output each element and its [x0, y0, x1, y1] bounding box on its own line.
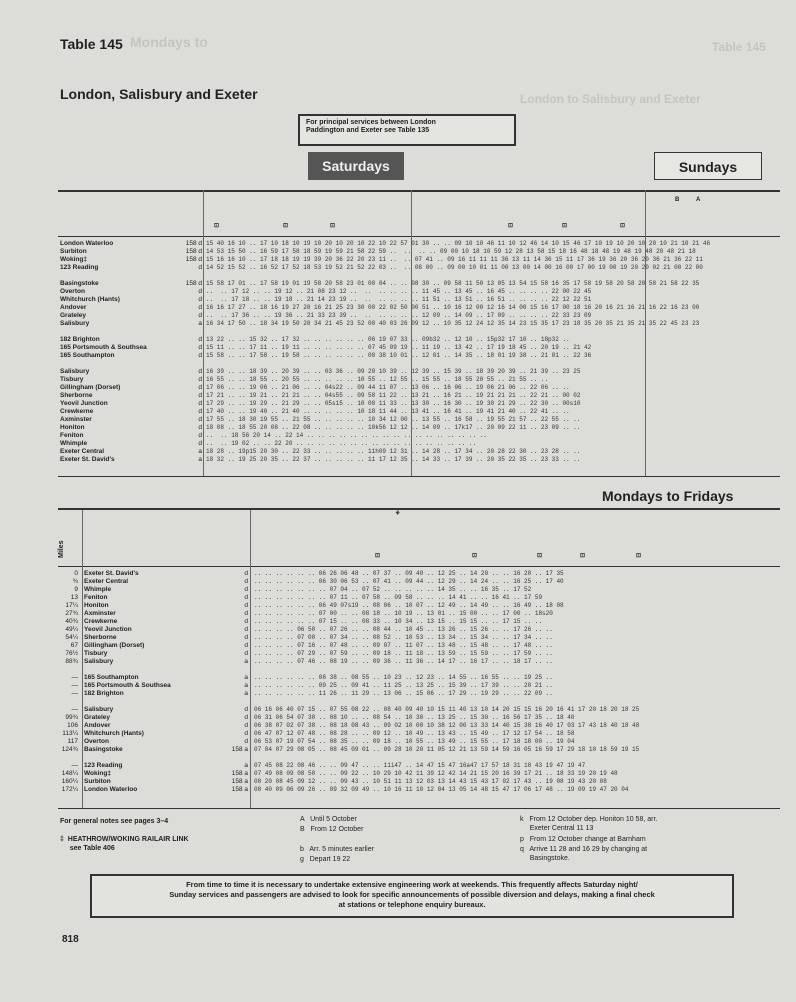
saturdays-heading: Saturdays	[308, 152, 404, 180]
ghost-route: London to Salisbury and Exeter	[520, 92, 701, 106]
footnote-p: p From 12 October change at Barnham	[520, 836, 646, 843]
footnote-b-capital: B From 12 October	[300, 826, 364, 833]
railair-icon: ⚘	[395, 511, 401, 517]
ghost-heading: Mondays to	[130, 34, 208, 50]
restaurant-icon: ⊡	[330, 223, 336, 229]
restaurant-icon: ⊡	[214, 223, 220, 229]
principal-services-note: For principal services between London Paddington and Exeter see Table 135	[298, 114, 516, 146]
restaurant-icon: ⊡	[580, 553, 586, 559]
restaurant-icon: ⊡	[562, 223, 568, 229]
weekday-header-rule	[58, 566, 780, 567]
restaurant-icon: ⊡	[375, 553, 381, 559]
restaurant-icon: ⊡	[472, 553, 478, 559]
saturday-table-refs: 158 d 158 d 158 d d 158 d d d d d a d d d d d d d d d d d d d a a	[185, 240, 202, 463]
route-title: London, Salisbury and Exeter	[60, 86, 258, 102]
general-notes: For general notes see pages 3–4	[60, 818, 169, 825]
footnote-q: q Arrive 11 28 and 16 29 by changing at Basingstoke.	[520, 846, 648, 862]
footnote-g: g Depart 19 22	[300, 856, 351, 863]
mondays-to-fridays-heading: Mondays to Fridays	[602, 488, 734, 504]
restaurant-icon: ⊡	[283, 223, 289, 229]
restaurant-icon: ⊡	[508, 223, 514, 229]
weekday-table-refs: d d d d d d d d d d d a a a a d d d d d 158 a a 158 a 158 a 158 a	[231, 570, 248, 793]
weekday-station-divider	[250, 510, 251, 808]
sundays-heading: Sundays	[654, 152, 762, 180]
railair-link-note: ‡ HEATHROW/WOKING RAILAIR LINK see Table 406	[60, 836, 189, 852]
restaurant-icon: ⊡	[620, 223, 626, 229]
weekday-top-rule	[58, 508, 780, 510]
saturday-header-rule	[58, 236, 780, 237]
footnote-k: k From 12 October dep. Honiton 10 58, arr. Exeter Central 11 13	[520, 816, 658, 832]
saturday-station-list: London Waterloo Surbiton Woking‡ 123 Reading Basingstoke Overton Whitchurch (Hants) Andover Grateley Salisbury 182 Brighton 165 Portsmouth & Southsea 165 Southampton Salisbury Tisbury Gillingham (Dorset) Sherborne Yeovil Junction Crewkerne Axminster Honiton Feniton Whimple Exeter Central Exeter St. David's	[60, 240, 147, 463]
miles-divider	[82, 510, 83, 808]
miles-header: Miles	[58, 540, 65, 558]
page-number: 818	[62, 934, 79, 945]
saturday-bottom-rule	[58, 476, 780, 477]
restaurant-icon: ⊡	[636, 553, 642, 559]
weekday-miles: 0 ¾ 9 13 17¼ 27¾ 40¾ 49¼ 54¼ 67 76½ 88¾ — — — — 99¾ 106 113¼ 117 124¾ — 148¼ 160¼ 172¼	[61, 570, 78, 793]
table-number: Table 145	[60, 36, 123, 52]
weekday-station-list: Exeter St. David's Exeter Central Whimple Feniton Honiton Axminster Crewkerne Yeovil Junction Sherborne Gillingham (Dorset) Tisbury Salisbury 165 Southampton 165 Portsmouth & Southsea 182 Brighton Salisbury Grateley Andover Whitchurch (Hants) Overton Basingstoke 123 Reading Woking‡ Surbiton London Waterloo	[84, 570, 171, 793]
saturday-station-divider	[203, 190, 204, 476]
column-mark-a: A	[696, 197, 701, 203]
restaurant-icon: ⊡	[537, 553, 543, 559]
saturday-top-rule	[58, 190, 780, 192]
column-mark-b: B	[675, 197, 680, 203]
weekday-times: .. .. .. .. .. .. 06 26 06 48 .. 07 37 .. 09 40 .. 12 25 .. 14 20 .. .. 16 20 .. 17 35 .. .. .. .. .. .. 06 30 06 53 .. 07 41 .. 09 44 .. 12 29 .. 14 24 .. .. 16 25 .. 17 40 .. .. .. .. .. .. .. 07 04 .. 07 52 .. .. .. .. .. 14 35 .. .. 16 35 .. 17 52 .. .. .. .. .. .. .. 07 11 .. 07 58 .. 09 58 .. .. .. 14 41 .. .. 16 41 .. 17 59 .. .. .. .. .. .. 06 49 07s19 .. 08 06 .. 10 07 .. 12 49 .. 14 49 .. .. 16 49 .. 18 08 .. .. .. .. .. .. 07 00 .. .. 08 18 .. 10 19 .. 13 01 .. 15 00 .. .. 17 00 .. 18s20 .. .. .. .. .. .. 07 15 .. .. 08 33 .. 10 34 .. 13 15 .. 15 15 .. .. 17 15 .. .. .. .. .. .. 06 50 .. 07 26 .. .. 08 44 .. 10 45 .. 13 26 .. 15 26 .. .. 17 26 .. .. .. .. .. .. 07 00 .. 07 34 .. .. 08 52 .. 10 53 .. 13 34 .. 15 34 .. .. 17 34 .. .. .. .. .. .. 07 16 .. 07 48 .. .. 09 07 .. 11 07 .. 13 48 .. 15 48 .. .. 17 48 .. .. .. .. .. .. 07 29 .. 07 59 .. .. 09 18 .. 11 18 .. 13 59 .. 15 59 .. .. 17 59 .. .. .. .. .. .. 07 46 .. 08 19 .. .. 09 36 .. 11 36 .. 14 17 .. 16 17 .. .. 18 17 .. .. .. .. .. .. .. .. 08 38 .. 08 55 .. 10 23 .. 12 23 .. 14 55 .. 16 55 .. .. 19 25 .. .. .. .. .. .. .. 09 25 .. 09 41 .. 11 25 .. 13 25 .. 15 39 .. 17 39 .. .. 20 21 .. .. .. .. .. .. .. 11 26 .. 11 29 .. 13 06 .. 15 06 .. 17 29 .. 19 29 .. .. 22 09 .. 06 16 06 40 07 15 .. 07 55 08 22 .. 08 40 09 40 10 15 11 40 13 10 14 20 15 15 16 20 16 41 17 20 18 20 18 25 06 31 06 54 07 30 .. 08 10 .. .. 08 54 .. 10 30 .. 13 25 .. 15 30 .. 16 56 17 35 .. 18 40 06 38 07 02 07 38 .. 08 18 08 43 .. 09 02 10 00 10 38 12 00 13 33 14 40 15 38 16 40 17 03 17 43 18 40 18 48 06 47 07 12 07 48 .. 08 28 .. .. 09 12 .. 10 49 .. 13 43 .. 15 49 .. 17 12 17 54 .. 18 58 06 53 07 19 07 54 .. 08 35 .. .. 09 18 .. 10 55 .. 13 49 .. 15 55 .. 17 18 18 00 .. 19 04 07 04 07 29 08 05 .. 08 45 09 01 .. 09 28 10 20 11 05 12 21 13 59 14 59 16 05 16 59 17 29 18 10 18 59 19 15 07 45 08 22 08 46 .. .. 09 47 .. .. 11i47 .. 14 47 15 47 16a47 17 57 18 31 18 43 19 47 19 47 07 49 08 09 08 50 .. .. 09 22 .. 10 29 10 42 11 39 12 42 14 21 15 20 16 39 17 21 .. 18 33 19 20 19 48 08 20 08 45 09 12 .. .. 09 43 .. 10 51 11 13 12 03 13 14 43 15 43 17 02 17 43 .. 19 08 19 43 20 08 08 40 09 06 09 26 .. 09 32 09 49 .. 10 16 11 10 12 04 13 05 14 48 15 47 17 06 17 48 .. 19 09 19 47 20 04	[254, 570, 640, 793]
footnote-b: b Arr. 5 minutes earlier	[300, 846, 374, 853]
ghost-table-number: Table 145	[712, 40, 766, 54]
weekday-bottom-rule	[58, 808, 780, 809]
footnote-a: A Until 5 October	[300, 816, 357, 823]
engineering-work-warning: From time to time it is necessary to undertake extensive engineering work at weekends. This frequently affects Saturday night/ Sunday services and passengers are advised to look for specific announcements of possible diversion and delays, making a final check at stations or telephone enquiry bureaux.	[90, 874, 734, 918]
saturday-sunday-times: 15 40 16 10 .. 17 10 18 10 19 10 20 10 20 10 22 10 22 57 01 30 .. .. 09 10 10 46 11 10 12 46 14 10 15 46 17 10 19 10 20 10 20 10 21 10 21 46 14 53 15 50 .. 16 59 17 58 18 59 19 59 21 58 22 59 .. .. .. .. 09 00 10 18 10 59 12 28 13 58 15 18 16 48 18 48 19 48 19 48 20 48 21 18 15 16 16 10 .. 17 18 18 19 19 39 20 36 22 20 23 11 .. .. 07 41 .. 09 16 11 11 11 36 13 11 14 36 15 11 17 36 19 36 20 36 20 36 21 36 22 11 14 52 15 52 .. 16 52 17 52 18 53 19 52 21 52 22 03 .. .. 08 00 .. 09 00 10 01 11 00 13 00 14 00 16 00 17 00 19 00 19 20 20 02 21 00 22 00 15 58 17 01 .. 17 58 19 01 19 58 20 58 23 01 00 04 .. .. 08 30 .. 09 58 11 50 13 05 13 54 15 58 16 35 17 58 19 58 20 58 20 58 21 58 22 35 .. .. 17 12 .. .. 19 12 .. 21 08 23 12 .. .. .. .. .. .. 11 45 .. 13 45 .. 16 45 .. .. .. .. 22 00 22 45 .. .. 17 18 .. .. 19 18 .. 21 14 23 19 .. .. .. .. .. .. 11 51 .. 13 51 .. 16 51 .. .. .. .. 22 12 22 51 16 16 17 27 .. 18 16 19 27 20 16 21 25 23 30 00 22 02 50 00 51 .. 10 16 12 00 12 16 14 00 15 16 17 00 18 16 20 16 21 16 21 16 22 16 23 00 .. .. 17 36 .. .. 19 36 .. 21 33 23 39 .. .. .. .. .. .. 12 09 .. 14 09 .. 17 09 .. .. .. .. 22 33 23 09 16 34 17 50 .. 18 34 19 50 20 34 21 45 23 52 00 40 03 26 09 12 .. 10 35 12 24 12 35 14 23 15 35 17 23 18 35 20 35 21 35 21 35 22 45 23 23 13 22 .. .. 15 32 .. 17 32 .. .. .. .. .. .. 06 19 07 33 .. 09b32 .. 12 10 .. 15p32 17 10 .. 18p32 .. 15 11 .. .. 17 11 .. 19 11 .. .. .. .. .. .. 07 45 09 19 .. 11 19 .. 13 42 .. 17 19 18 45 .. 20 19 .. 21 42 15 58 .. .. 17 58 .. 19 58 .. .. .. .. .. .. 08 38 10 01 .. 12 01 .. 14 35 .. 18 01 19 38 .. 21 01 .. 22 36 16 39 .. .. 18 39 .. 20 39 .. .. 03 36 .. 09 20 10 39 .. 12 39 .. 15 39 .. 18 39 20 39 .. 21 39 .. 23 25 16 55 .. .. 18 55 .. 20 55 .. .. .. .. .. 10 55 .. 12 55 .. 15 55 .. 18 55 20 55 .. 21 55 .. .. 17 06 .. .. 19 06 .. 21 06 .. .. 04s22 .. 09 44 11 07 .. 13 06 .. 16 06 .. 19 06 21 06 .. 22 06 .. .. 17 21 .. .. 19 21 .. 21 21 .. .. 04s55 .. 09 58 11 22 .. 13 21 .. 16 21 .. 19 21 21 21 .. 22 21 .. 00 02 17 29 .. .. 19 29 .. 21 29 .. .. 05s15 .. 10 08 11 33 .. 13 30 .. 16 30 .. 19 30 21 29 .. 22 30 .. 00s10 17 40 .. .. 19 40 .. 21 40 .. .. .. .. .. 10 18 11 44 .. 13 41 .. 16 41 .. 19 41 21 40 .. 22 41 .. .. 17 55 .. 18 30 19 55 .. 21 55 .. .. .. .. .. 10 34 12 00 .. 13 55 .. 16 58 .. 19 55 21 57 .. 22 55 .. .. 18 08 .. 18 55 20 08 .. 22 08 .. .. .. .. .. 10k56 12 12 .. 14 09 .. 17k17 .. 20 09 22 11 .. 23 09 .. .. .. .. 18 56 20 14 .. 22 14 .. .. .. .. .. .. .. .. .. .. .. .. .. .. .. .. .. .. .. 19 02 .. .. 22 20 .. .. .. .. .. .. .. .. .. .. .. .. .. .. .. .. .. 18 28 .. 19p15 20 30 .. 22 33 .. .. .. .. .. 11h09 12 31 .. 14 28 .. 17 34 .. 20 28 22 30 .. 23 28 .. .. 18 32 .. 19 25 20 35 .. 22 37 .. .. .. .. .. 11 17 12 35 .. 14 33 .. 17 39 .. 20 35 22 35 .. 23 33 .. ..	[206, 240, 711, 463]
